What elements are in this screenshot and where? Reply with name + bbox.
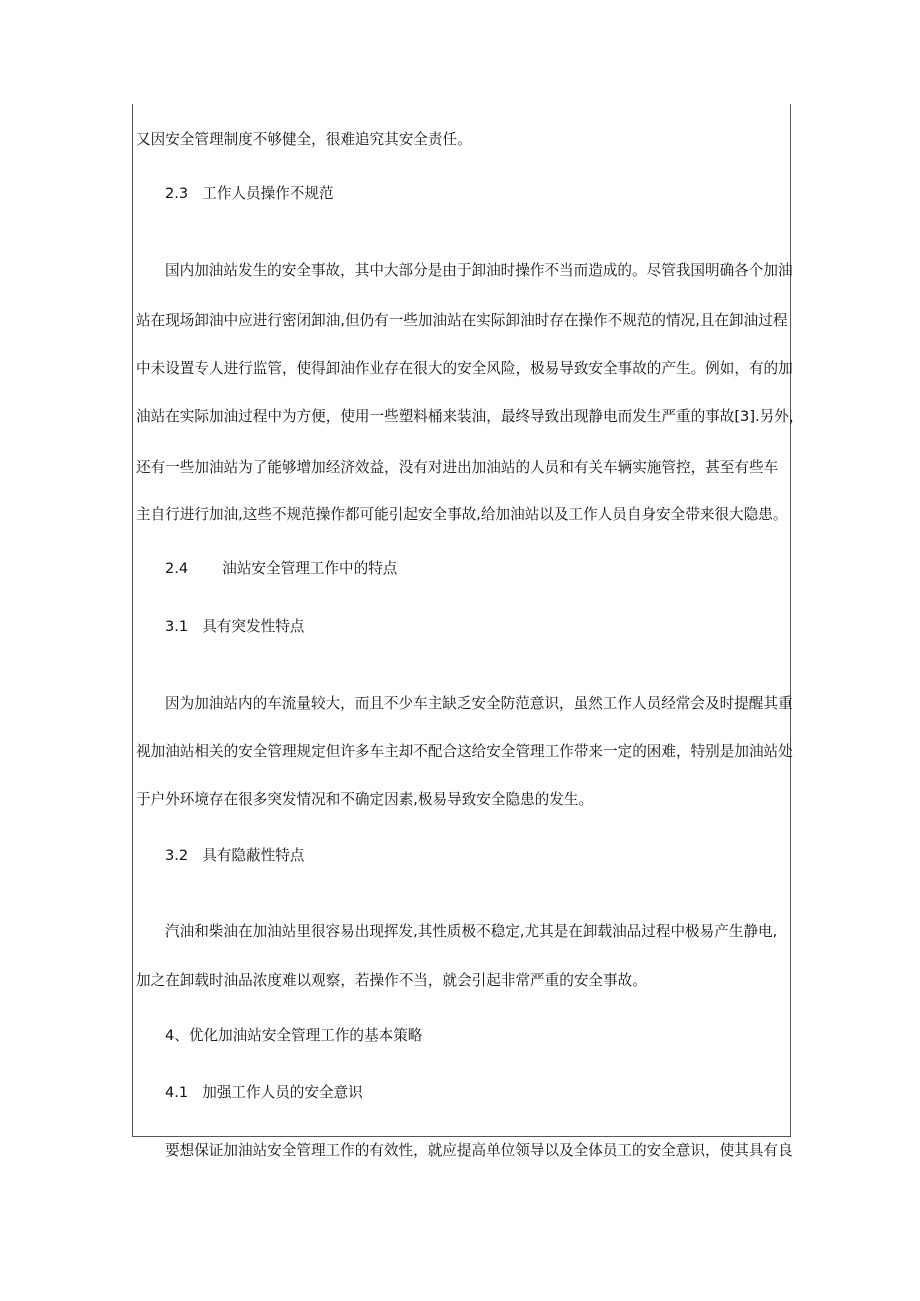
paragraph-line: 汽油和柴油在加油站里很容易出现挥发,其性质极不稳定,尤其是在卸载油品过程中极易产生静电, [165,923,778,940]
paragraph-line: 油站在实际加油过程中为方便，使用一些塑料桶来装油，最终导致出现静电而发生严重的事故[3].另外， [136,408,804,425]
heading-number: 4.1 [165,1084,189,1101]
paragraph-line: 因为加油站内的车流量较大，而且不少车主缺乏安全防范意识，虽然工作人员经常会及时提醒其重 [165,695,793,712]
paragraph-line: 要想保证加油站安全管理工作的有效性，就应提高单位领导以及全体员工的安全意识，使其具有良 [165,1142,793,1159]
heading-number: 2.3 [165,185,189,202]
heading-text: 工作人员操作不规范 [202,185,334,202]
section-heading-2-3 [165,184,825,204]
section-heading-3-2 [165,846,825,866]
paragraph-line: 主自行进行加油,这些不规范操作都可能引起安全事故,给加油站以及工作人员自身安全带来很大隐患。 [136,506,788,523]
section-heading-4 [165,1026,825,1046]
paragraph-line: 于户外环境存在很多突发情况和不确定因素,极易导致安全隐患的发生。 [136,791,594,808]
heading-text: 具有突发性特点 [202,618,305,635]
paragraph-line: 中未设置专人进行监管，使得卸油作业存在很大的安全风险，极易导致安全事故的产生。例如，有的加 [136,360,793,377]
heading-text: 加强工作人员的安全意识 [202,1084,363,1101]
paragraph-line: 视加油站相关的安全管理规定但许多车主却不配合这给安全管理工作带来一定的困难，特别是加油站处 [136,743,793,760]
paragraph-line: 国内加油站发生的安全事故，其中大部分是由于卸油时操作不当而造成的。尽管我国明确各个加油 [165,262,793,279]
section-heading-4-1 [165,1083,825,1103]
paragraph-line: 还有一些加油站为了能够增加经济效益，没有对进出加油站的人员和有关车辆实施管控，甚至有些车 [136,459,779,476]
section-heading-2-4 [165,559,825,579]
heading-number: 3.1 [165,618,189,635]
heading-number: 3.2 [165,847,189,864]
paragraph-line: 站在现场卸油中应进行密闭卸油,但仍有一些加油站在实际卸油时存在操作不规范的情况,且在卸油过程 [136,312,788,329]
paragraph-line: 加之在卸载时油品浓度难以观察，若操作不当，就会引起非常严重的安全事故。 [136,972,647,989]
heading-text: 具有隐蔽性特点 [202,847,305,864]
paragraph-line: 又因安全管理制度不够健全，很难追究其安全责任。 [136,131,472,148]
heading-text: 油站安全管理工作中的特点 [222,560,398,577]
heading-number: 2.4 [165,560,189,577]
heading-text: 4、优化加油站安全管理工作的基本策略 [165,1027,423,1044]
section-heading-3-1 [165,617,825,637]
